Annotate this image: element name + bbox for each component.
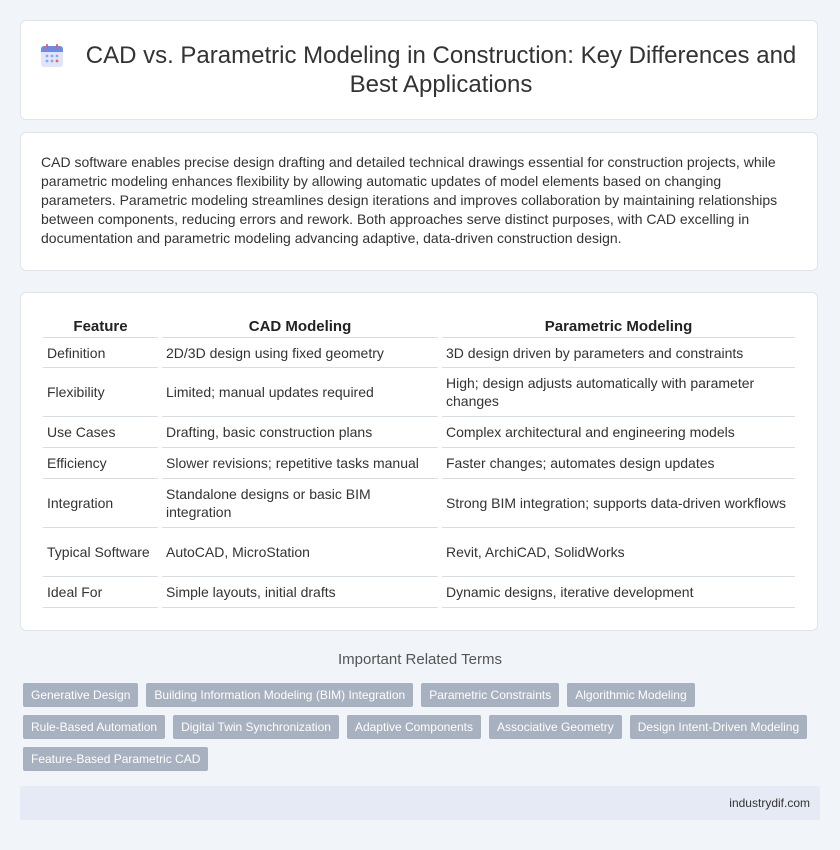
- row-label: Integration: [43, 479, 158, 528]
- related-terms-title: Important Related Terms: [338, 651, 502, 668]
- related-term-tag[interactable]: Building Information Modeling (BIM) Integration: [146, 683, 413, 707]
- cad-cell: Drafting, basic construction plans: [162, 417, 438, 448]
- page-title: CAD vs. Parametric Modeling in Construction: Key Differences and Best Applications: [85, 42, 797, 98]
- row-label: Flexibility: [43, 368, 158, 417]
- cad-cell: AutoCAD, MicroStation: [162, 528, 438, 577]
- header-feature: Feature: [43, 311, 158, 338]
- parametric-cell: 3D design driven by parameters and constraints: [442, 338, 795, 368]
- row-label: Typical Software: [43, 528, 158, 577]
- table-header-row: [43, 311, 795, 338]
- header-cad-modeling: CAD Modeling: [162, 311, 438, 338]
- comparison-table: [39, 311, 799, 608]
- related-term-tag[interactable]: Rule-Based Automation: [23, 715, 165, 739]
- footer-site-link[interactable]: industrydif.com: [729, 796, 810, 810]
- title-card: [20, 20, 818, 120]
- parametric-cell: Revit, ArchiCAD, SolidWorks: [442, 528, 795, 577]
- cad-cell: Standalone designs or basic BIM integration: [162, 479, 438, 528]
- cad-cell: 2D/3D design using fixed geometry: [162, 338, 438, 368]
- intro-paragraph: CAD software enables precise design drafting and detailed technical drawings essential for construction projects, while parametric modeling enhances flexibility by allowing automatic updates of model elements based on changing parameters. Parametric modeling streamlines design iterations and improves collaboration by maintaining relationships between components, reducing errors and rework. Both approaches serve distinct purposes, with CAD excelling in documentation and parametric modeling advancing adaptive, data-driven construction design.: [41, 154, 778, 246]
- footer-bar: [20, 786, 820, 820]
- table-row: [43, 338, 795, 368]
- table-row: [43, 417, 795, 448]
- row-label: Efficiency: [43, 448, 158, 479]
- related-term-tag[interactable]: Feature-Based Parametric CAD: [23, 747, 208, 771]
- table-row: [43, 528, 795, 577]
- table-row: [43, 368, 795, 417]
- cad-cell: Limited; manual updates required: [162, 368, 438, 417]
- related-term-tag[interactable]: Algorithmic Modeling: [567, 683, 694, 707]
- related-term-tag[interactable]: Design Intent-Driven Modeling: [630, 715, 807, 739]
- cad-cell: Simple layouts, initial drafts: [162, 577, 438, 608]
- header-parametric-modeling: Parametric Modeling: [442, 311, 795, 338]
- cad-cell: Slower revisions; repetitive tasks manual: [162, 448, 438, 479]
- related-term-tag[interactable]: Adaptive Components: [347, 715, 481, 739]
- parametric-cell: High; design adjusts automatically with parameter changes: [442, 368, 795, 417]
- related-term-tag[interactable]: Associative Geometry: [489, 715, 622, 739]
- title-wrap: [39, 41, 799, 99]
- table-row: [43, 577, 795, 608]
- parametric-cell: Faster changes; automates design updates: [442, 448, 795, 479]
- related-term-tag[interactable]: Generative Design: [23, 683, 138, 707]
- intro-card: [20, 132, 818, 271]
- parametric-cell: Complex architectural and engineering models: [442, 417, 795, 448]
- row-label: Ideal For: [43, 577, 158, 608]
- parametric-cell: Dynamic designs, iterative development: [442, 577, 795, 608]
- calendar-icon: [39, 43, 65, 69]
- table-row: [43, 448, 795, 479]
- table-row: [43, 479, 795, 528]
- row-label: Definition: [43, 338, 158, 368]
- parametric-cell: Strong BIM integration; supports data-driven workflows: [442, 479, 795, 528]
- related-term-tag[interactable]: Digital Twin Synchronization: [173, 715, 339, 739]
- comparison-table-card: [20, 292, 818, 631]
- row-label: Use Cases: [43, 417, 158, 448]
- related-terms-list: [23, 683, 823, 771]
- related-term-tag[interactable]: Parametric Constraints: [421, 683, 559, 707]
